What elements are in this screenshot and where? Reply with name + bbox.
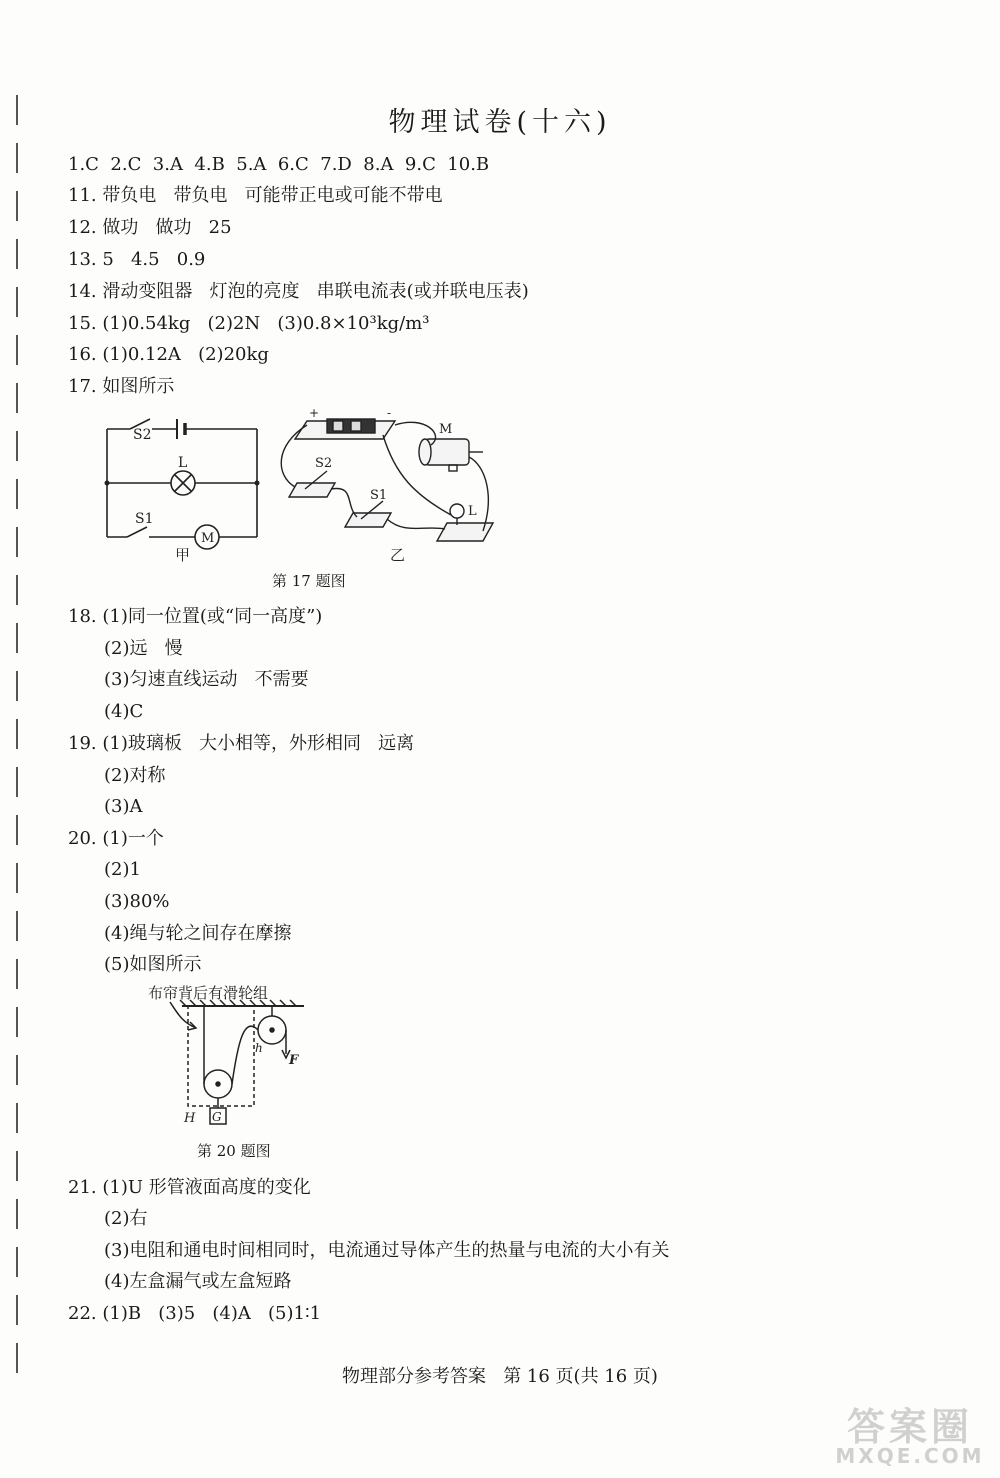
pulley-note: 布帘背后有滑轮组 xyxy=(148,984,269,1002)
answer-line-22: 22. (1)B (3)5 (4)A (5)1∶1 xyxy=(68,1303,322,1324)
answer-line-21-1: 21. (1)U 形管液面高度的变化 xyxy=(68,1177,311,1198)
answer-line-11: 11. 带负电 带负电 可能带正电或可能不带电 xyxy=(68,185,443,206)
height-label-big: H xyxy=(184,1111,196,1126)
answer-line-19-1: 19. (1)玻璃板 大小相等，外形相同 远离 xyxy=(68,733,415,754)
answer-line-17: 17. 如图所示 xyxy=(68,376,175,397)
yi-minus-label: - xyxy=(387,406,392,420)
answer-line-20-4: (4)绳与轮之间存在摩擦 xyxy=(104,923,292,944)
answer-line-18-3: (3)匀速直线运动 不需要 xyxy=(104,669,309,690)
yi-s1-label: S1 xyxy=(370,488,388,503)
jia-label: 甲 xyxy=(175,546,191,564)
figure-17 xyxy=(95,405,515,595)
figure-20 xyxy=(148,982,328,1132)
yi-motor-label: M xyxy=(439,422,453,437)
yi-s2-label: S2 xyxy=(315,456,333,471)
answer-line-20-2: (2)1 xyxy=(104,859,141,880)
answer-line-20-1: 20. (1)一个 xyxy=(68,828,164,849)
answer-line-21-2: (2)右 xyxy=(104,1208,148,1229)
figure-17-caption: 第 17 题图 xyxy=(272,572,346,590)
watermark-line-2: MXQE.COM xyxy=(835,1444,985,1468)
answer-line-18-1: 18. (1)同一位置(或“同一高度”) xyxy=(68,606,323,627)
watermark-line-1: 答案圈 xyxy=(846,1405,973,1449)
weight-label: G xyxy=(212,1110,222,1124)
answer-line-18-2: (2)远 慢 xyxy=(104,638,183,659)
circuit-diagram-jia xyxy=(107,419,257,549)
force-label: F xyxy=(289,1053,299,1068)
physical-circuit-yi xyxy=(281,419,493,541)
answer-line-12: 12. 做功 做功 25 xyxy=(68,217,232,238)
yi-lamp-label: L xyxy=(468,504,477,519)
answer-line-18-4: (4)C xyxy=(104,701,144,722)
answer-line-16: 16. (1)0.12A (2)20kg xyxy=(68,344,269,365)
height-label-small: h xyxy=(255,1041,263,1055)
answer-line-13: 13. 5 4.5 0.9 xyxy=(68,249,206,270)
answer-line-19-2: (2)对称 xyxy=(104,765,166,786)
jia-lamp-label: L xyxy=(178,455,188,471)
figure-20-caption: 第 20 题图 xyxy=(197,1142,271,1160)
binding-margin-line xyxy=(16,95,18,1385)
answer-line-15: 15. (1)0.54kg (2)2N (3)0.8×10³kg/m³ xyxy=(68,313,430,334)
page-footer: 物理部分参考答案 第 16 页(共 16 页) xyxy=(342,1366,658,1387)
answer-line-21-4: (4)左盒漏气或左盒短路 xyxy=(104,1271,292,1292)
page-title: 物理试卷(十六) xyxy=(388,107,612,138)
yi-label: 乙 xyxy=(390,546,406,564)
yi-plus-label: + xyxy=(309,406,320,420)
jia-motor-label: M xyxy=(201,531,215,546)
answer-line-1: 1.C 2.C 3.A 4.B 5.A 6.C 7.D 8.A 9.C 10.B xyxy=(68,154,490,175)
answer-line-21-3: (3)电阻和通电时间相同时，电流通过导体产生的热量与电流的大小有关 xyxy=(104,1240,670,1261)
jia-s2-label: S2 xyxy=(133,427,152,443)
answer-line-14: 14. 滑动变阻器 灯泡的亮度 串联电流表(或并联电压表) xyxy=(68,281,529,302)
watermark-logo xyxy=(826,1396,994,1472)
answer-line-20-3: (3)80% xyxy=(104,891,170,912)
answer-line-19-3: (3)A xyxy=(104,796,143,817)
jia-s1-label: S1 xyxy=(135,511,154,527)
answer-line-20-5: (5)如图所示 xyxy=(104,954,202,975)
